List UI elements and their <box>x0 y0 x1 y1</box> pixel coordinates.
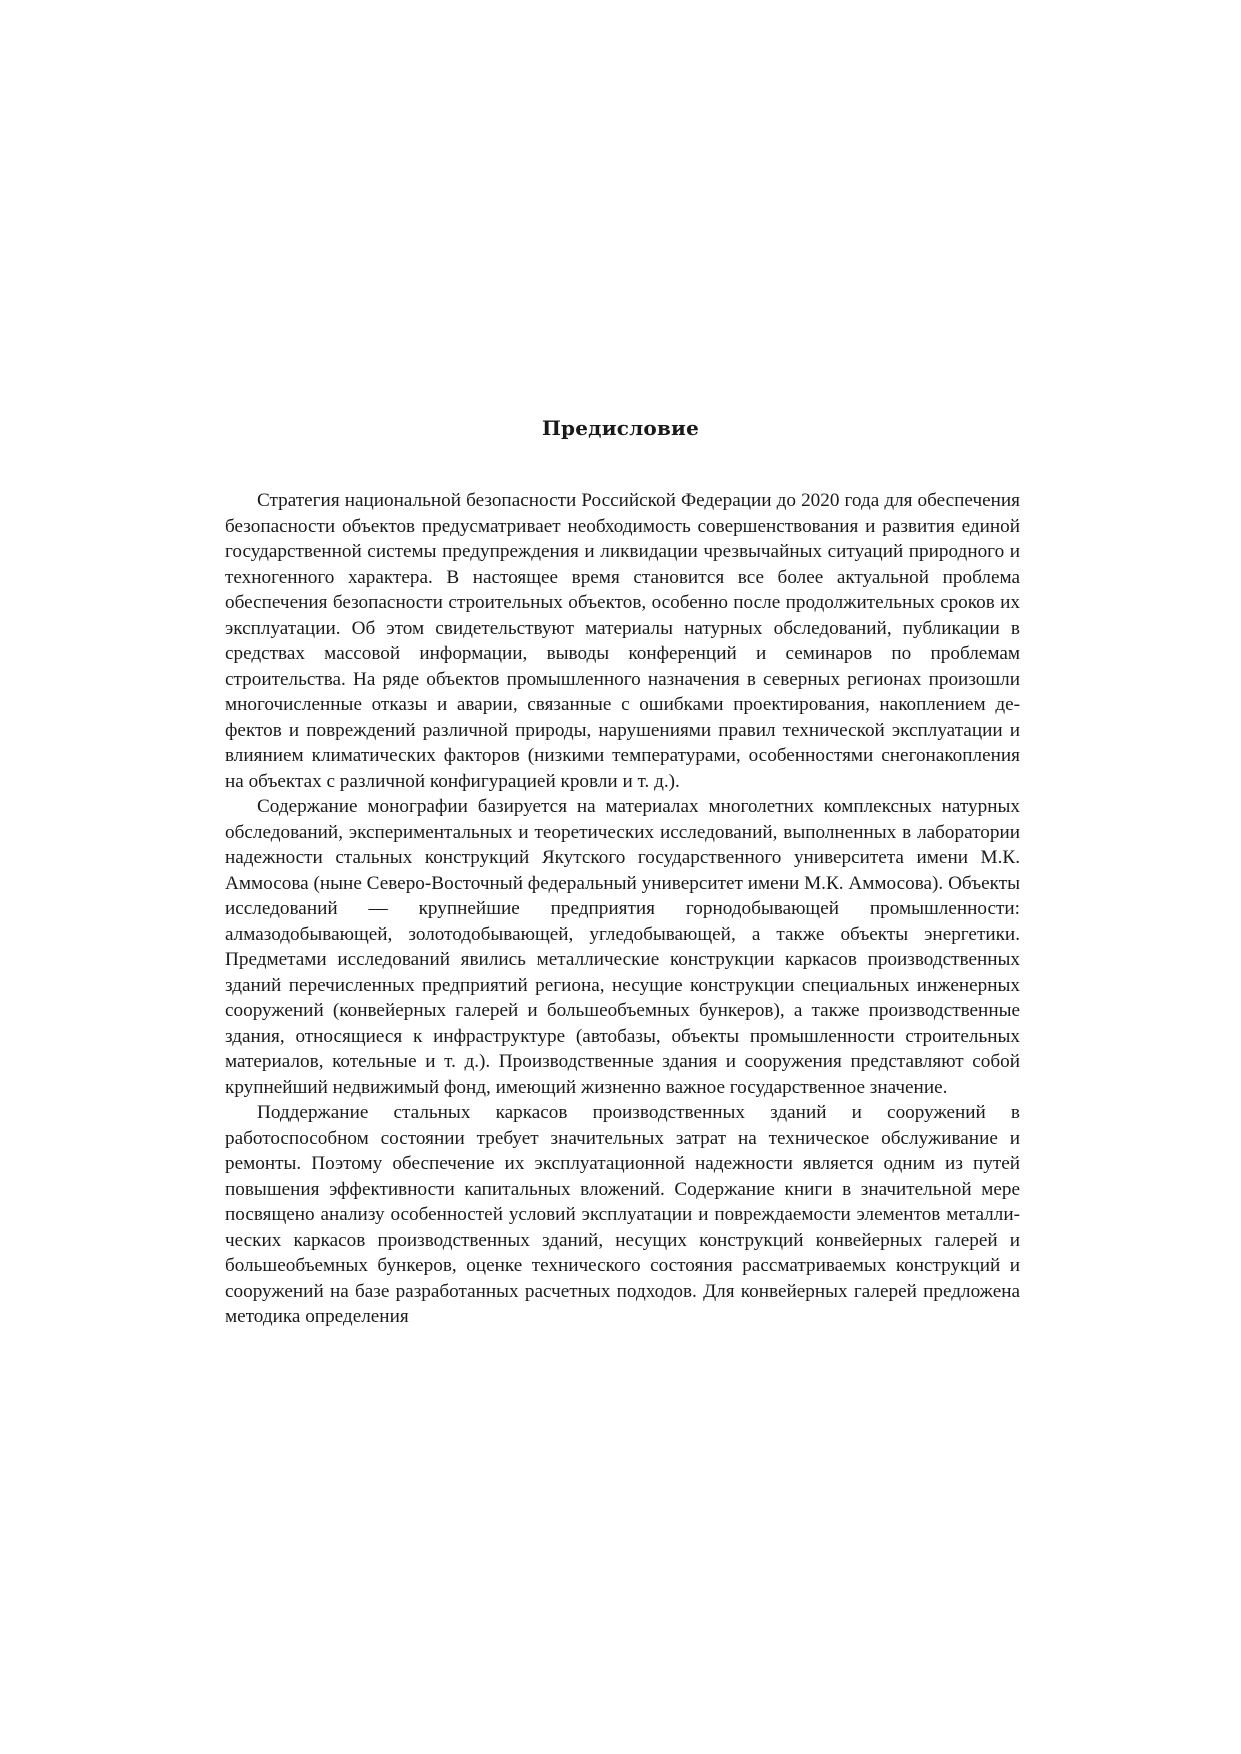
paragraph-1: Стратегия национальной безопасности Российской Федерации до 2020 года для обеспечения безопасности объектов предусматривает необходимость совершенствования и развития единой государственной системы предупреждения и ликвидации чрезвычайных ситуаций природного и техногенного характера. В настоящее время становится все более актуальной проблема обеспечения безопасности строительных объектов, особенно после продолжительных сроков их эксплуатации. Об этом свидетельствуют материалы натурных обследований, публикации в средствах массовой информации, выводы конференций и семинаров по проблемам строительства. На ряде объектов промышленного назначения в северных регионах произошли многочисленные отказы и аварии, связанные с ошибками проектирования, накоплением дефектов и повреждений различной природы, нарушениями правил технической эксплуатации и влиянием климатических факторов (низкими температурами, особенностями снегонакопления на объектах с различной конфигурацией кровли и т. д.). <box>225 490 1020 792</box>
paragraph-2: Содержание монографии базируется на материалах многолетних комплексных натурных обследований, экспериментальных и теоретических исследований, выполненных в лаборатории надежности стальных конструкций Якутского государственного университета имени М.К. Аммосова (ныне Северо-Восточный федеральный университет имени М.К. Аммосова). Объекты исследований — крупнейшие предприятия горнодобывающей промышленности: алмазодобывающей, золотодобывающей, угледобывающей, а также объекты энергетики. Предметами исследований явились металлические конструкции каркасов производственных зданий перечисленных предприятий региона, несущие конструкции специальных инженерных сооружений (конвейерных галерей и большеобъемных бункеров), а также производственные здания, относящиеся к инфраструктуре (автобазы, объекты промышленности строительных материалов, котельные и т. д.). Производственные здания и сооружения представляют собой крупнейший недвижимый фонд, имеющий жизненно важное государственное значение. <box>225 796 1020 1098</box>
body-text <box>225 488 1020 1330</box>
page-title: Предисловие <box>541 416 700 440</box>
paragraph-3: Поддержание стальных каркасов производственных зданий и сооружений в работоспособном состоянии требует значительных затрат на техническое обслуживание и ремонты. Поэтому обеспечение их эксплуатационной надежности является одним из путей повышения эффективности капитальных вложений. Содержание книги в значительной мере посвящено анализу особенностей условий эксплуатации и повреждаемости элементов металлических каркасов производственных зданий, несущих конструкций конвейерных галерей и большеобъемных бункеров, оценке технического состояния рассматриваемых конструкций и сооружений на базе разработанных расчетных подходов. Для конвейерных галерей предложена методика определения <box>225 1102 1020 1327</box>
